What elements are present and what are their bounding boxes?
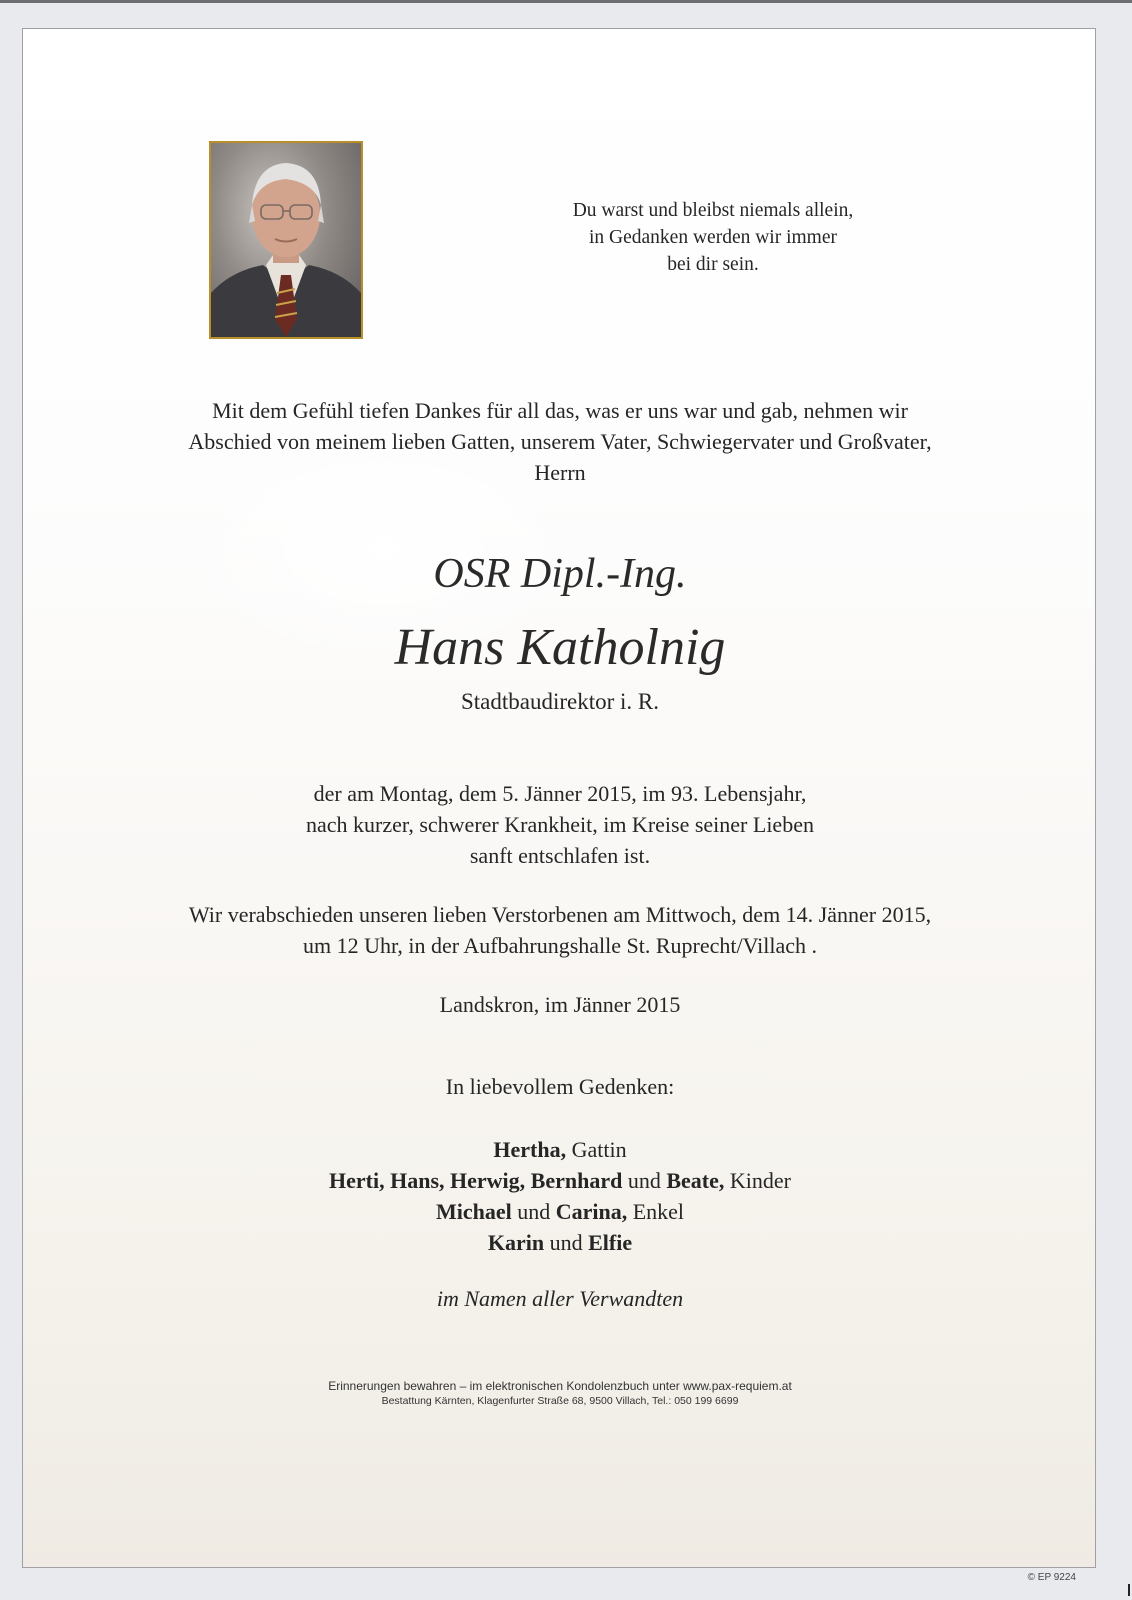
- mourner-line: [23, 1196, 1097, 1227]
- conjunction: und: [544, 1230, 589, 1255]
- intro-line: Herrn: [534, 460, 586, 485]
- mourner-names: Carina,: [555, 1199, 628, 1224]
- quote-line: in Gedanken werden wir immer: [589, 227, 837, 248]
- scan-mark: [1128, 1584, 1130, 1596]
- deceased-title-prefix: OSR Dipl.-Ing.: [433, 551, 687, 597]
- mourner-names: Elfie: [588, 1230, 633, 1255]
- mourner-names: Michael: [435, 1199, 512, 1224]
- farewell-line: um 12 Uhr, in der Aufbahrungshalle St. Ruprecht/Villach .: [302, 933, 818, 958]
- mourner-names: Karin: [487, 1230, 545, 1255]
- mourner-names: Beate,: [666, 1168, 725, 1193]
- death-notice-line: sanft entschlafen ist.: [469, 843, 651, 868]
- deceased-role: Stadtbaudirektor i. R.: [460, 689, 660, 714]
- place-date: Landskron, im Jänner 2015: [439, 992, 681, 1017]
- intro-line: Abschied von meinem lieben Gatten, unserem Vater, Schwiegervater und Großvater,: [188, 429, 932, 454]
- scan-edge: [0, 0, 1132, 3]
- farewell-line: Wir verabschieden unseren lieben Verstorbenen am Mittwoch, dem 14. Jänner 2015,: [188, 902, 932, 927]
- memorial-quote: [533, 197, 893, 278]
- mourner-relation: Gattin: [566, 1137, 627, 1162]
- death-notice-line: nach kurzer, schwerer Krankheit, im Kreise seiner Lieben: [306, 812, 814, 837]
- memory-heading: In liebevollem Gedenken:: [445, 1074, 675, 1099]
- mourner-names: Hertha,: [493, 1137, 567, 1162]
- conjunction: und: [622, 1168, 667, 1193]
- death-notice-line: der am Montag, dem 5. Jänner 2015, im 93. Lebensjahr,: [313, 781, 807, 806]
- footer-address-line: Bestattung Kärnten, Klagenfurter Straße 68, 9500 Villach, Tel.: 050 199 6699: [381, 1395, 739, 1407]
- intro-line: Mit dem Gefühl tiefen Dankes für all das, was er uns war und gab, nehmen wir: [212, 398, 908, 423]
- portrait-photo: [209, 141, 363, 339]
- document-code: © EP 9224: [1027, 1572, 1076, 1583]
- mourner-relation: Enkel: [627, 1199, 685, 1224]
- quote-line: bei dir sein.: [667, 254, 759, 275]
- intro-text: [23, 395, 1097, 488]
- mourner-line: [23, 1134, 1097, 1165]
- deceased-name: Hans Katholnig: [394, 619, 726, 676]
- quote-line: Du warst und bleibst niemals allein,: [572, 200, 854, 221]
- obituary-sheet: [22, 28, 1096, 1568]
- death-notice: [23, 778, 1097, 871]
- mourners-list: [23, 1134, 1097, 1258]
- footer-condolence-line: Erinnerungen bewahren – im elektronischen Kondolenzbuch unter www.pax-requiem.at: [328, 1379, 792, 1393]
- mourner-names: Herti, Hans, Herwig, Bernhard: [329, 1168, 623, 1193]
- conjunction: und: [511, 1199, 556, 1224]
- farewell-notice: [23, 899, 1097, 961]
- mourner-line: [23, 1165, 1097, 1196]
- portrait-icon: [211, 143, 361, 337]
- footer: [23, 1379, 1097, 1409]
- mourner-relation: Kinder: [724, 1168, 791, 1193]
- mourner-line: [23, 1227, 1097, 1258]
- closing-line: im Namen aller Verwandten: [436, 1286, 684, 1311]
